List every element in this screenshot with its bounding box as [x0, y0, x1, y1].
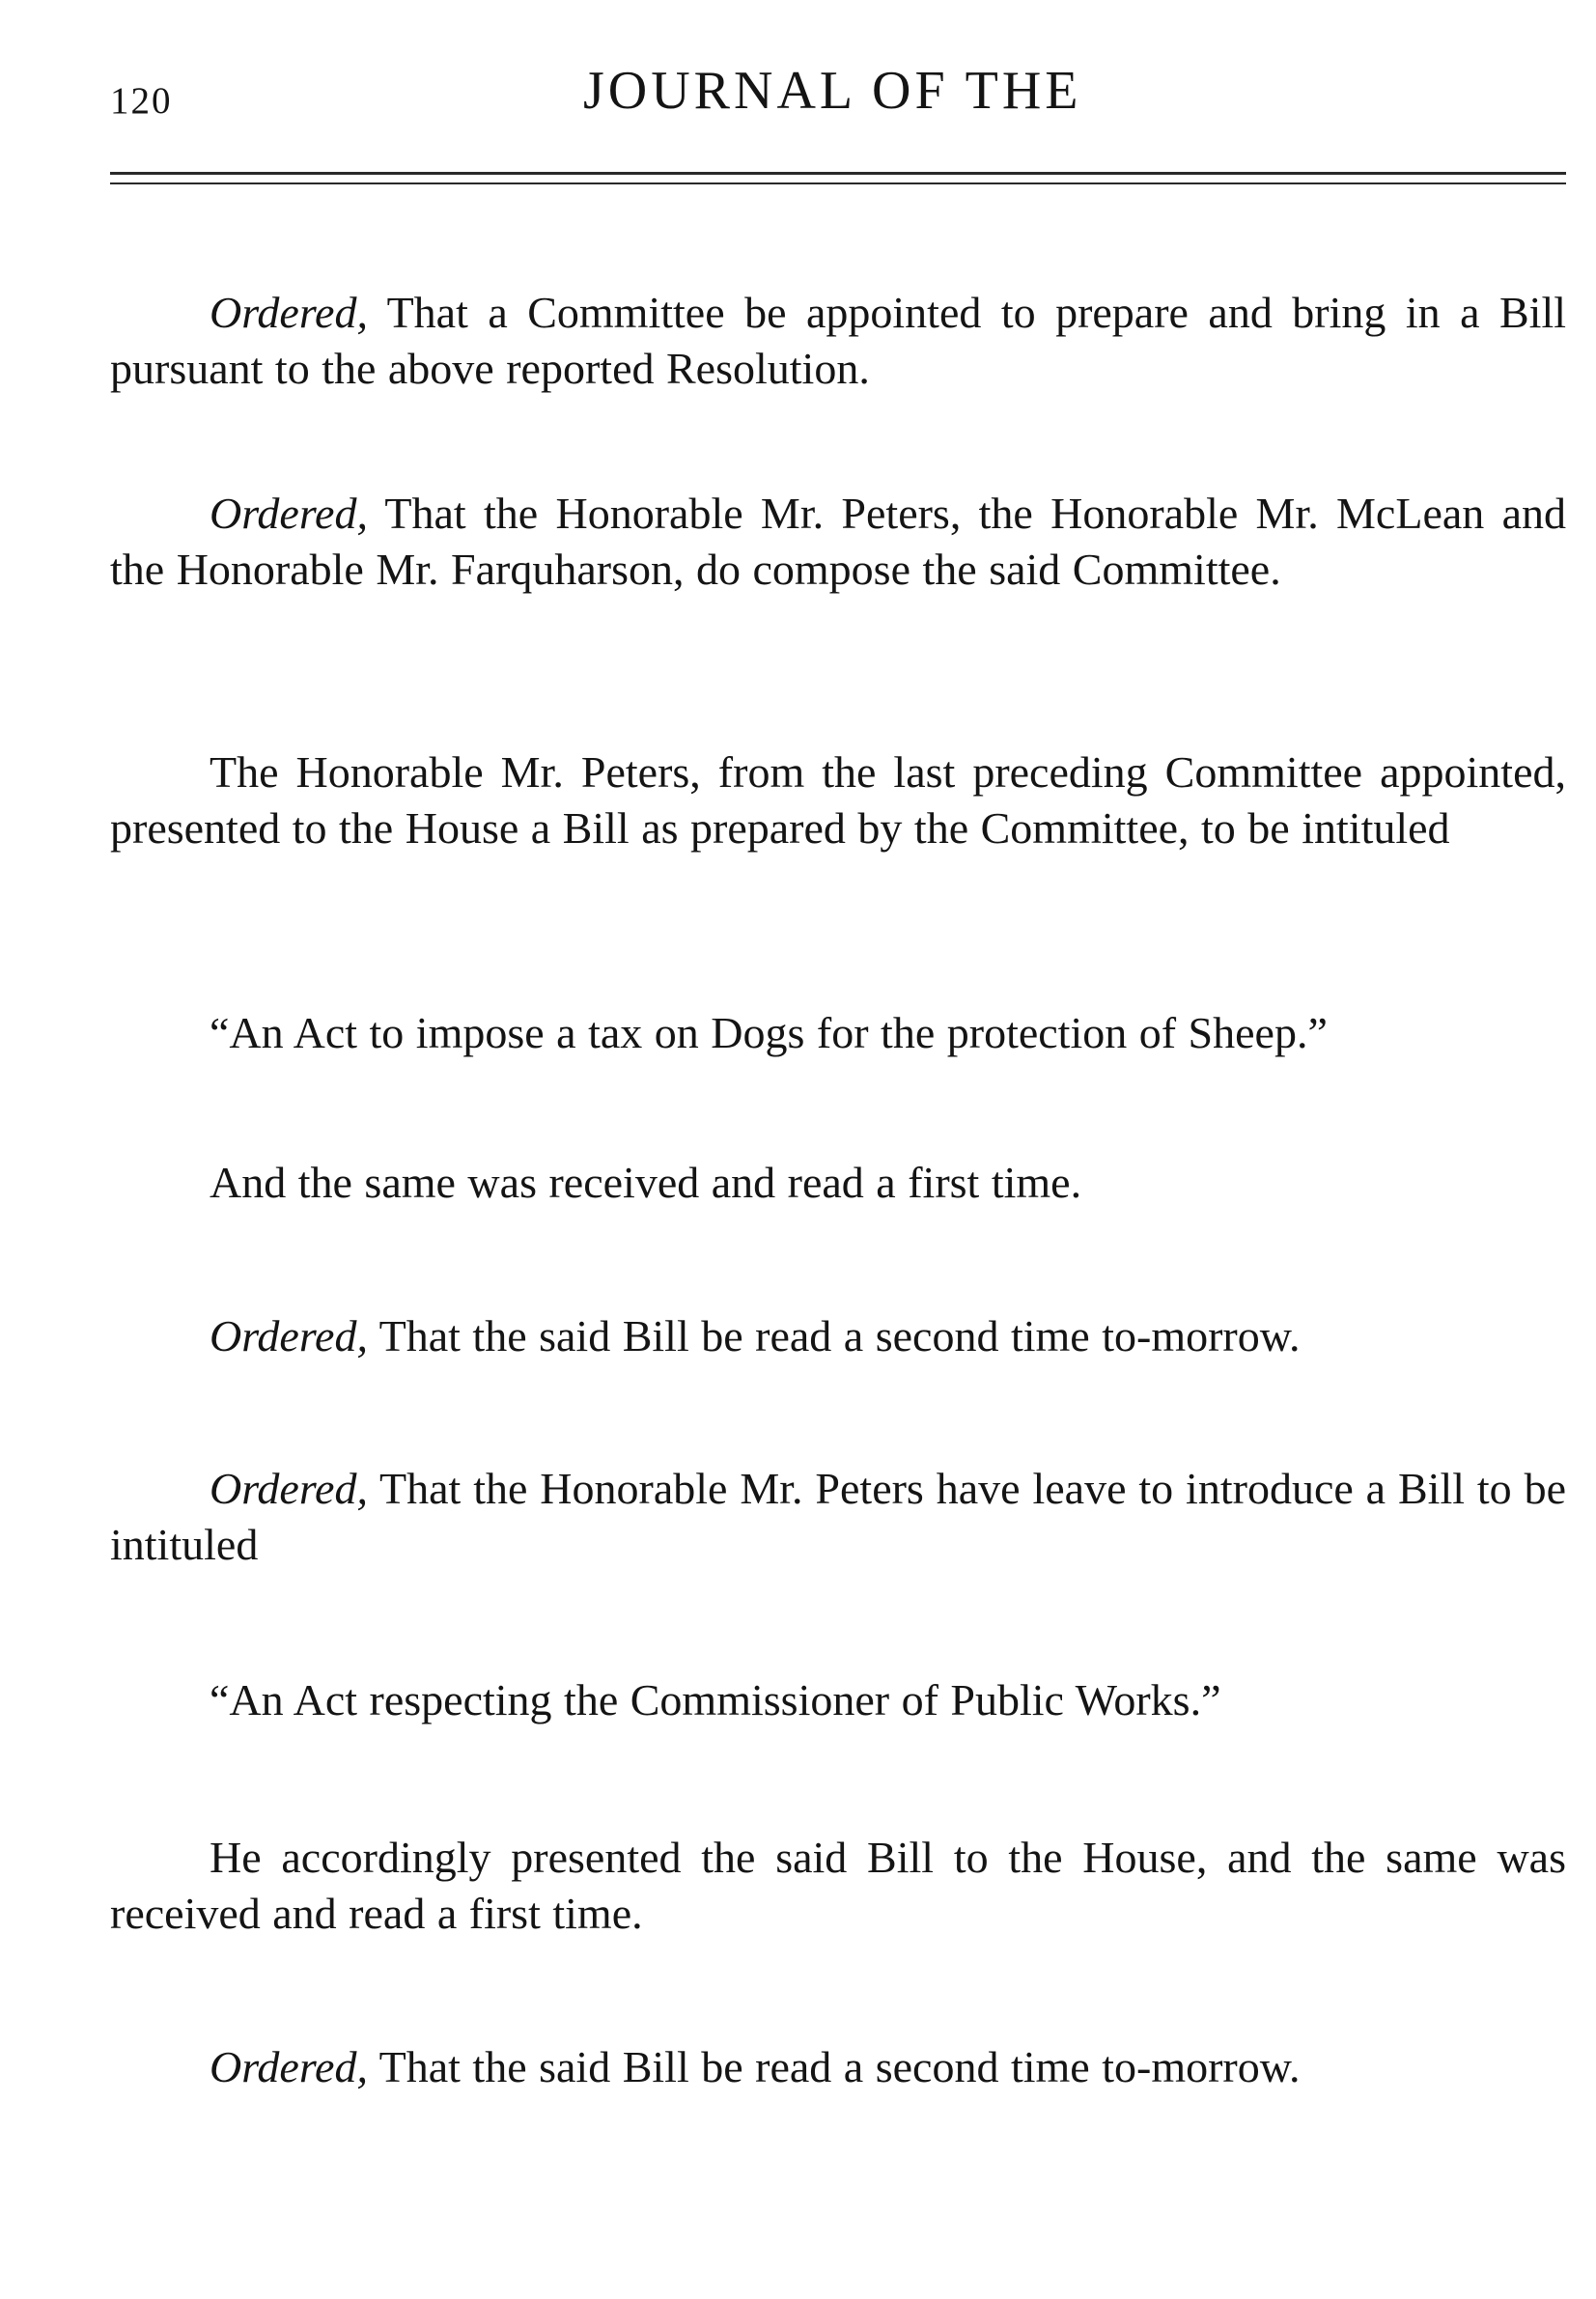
paragraph-text: And the same was received and read a first time. — [210, 1158, 1082, 1207]
act-title-text: “An Act respecting the Commissioner of Public Works.” — [210, 1675, 1221, 1724]
paragraph-first-reading — [110, 1155, 1566, 1211]
paragraph-text: That the said Bill be read a second time to-morrow. — [367, 1311, 1301, 1360]
running-title: JOURNAL OF THE — [583, 61, 1082, 121]
act-title-public-works — [110, 1672, 1566, 1728]
ordered-lead: Ordered, — [210, 1464, 368, 1513]
ordered-lead: Ordered, — [210, 288, 368, 337]
paragraph-text: That the Honorable Mr. Peters, the Honorable Mr. McLean and the Honorable Mr. Farquharson, do compose the said Committee. — [110, 489, 1566, 594]
paragraph-text: The Honorable Mr. Peters, from the last preceding Committee appointed, presented to the House a Bill as prepared by the Committee, to be intituled — [110, 747, 1566, 853]
paragraph-second-reading — [110, 1308, 1566, 1364]
paragraph-text: That the said Bill be read a second time to-morrow. — [367, 2042, 1301, 2091]
paragraph-final-order — [110, 2039, 1566, 2095]
ordered-lead: Ordered, — [210, 489, 368, 538]
header-rule-bottom — [110, 182, 1566, 184]
paragraph-order-members — [110, 486, 1566, 598]
ordered-lead: Ordered, — [210, 2042, 368, 2091]
paragraph-leave-introduce — [110, 1461, 1566, 1573]
page-header — [110, 60, 1566, 127]
act-title-text: “An Act to impose a tax on Dogs for the protection of Sheep.” — [210, 1008, 1328, 1057]
paragraph-order-committee — [110, 285, 1566, 397]
paragraph-text: He accordingly presented the said Bill to the House, and the same was received and read a first time. — [110, 1833, 1566, 1938]
header-rule-top — [110, 172, 1566, 175]
paragraph-text: That a Committee be appointed to prepare and bring in a Bill pursuant to the above reported Resolution. — [110, 288, 1566, 393]
paragraph-bill-presented — [110, 744, 1566, 856]
page-number: 120 — [110, 80, 173, 122]
paragraph-accordingly-presented — [110, 1830, 1566, 1942]
act-title-dogs — [110, 1005, 1566, 1061]
paragraph-text: That the Honorable Mr. Peters have leave to introduce a Bill to be intituled — [110, 1464, 1566, 1569]
ordered-lead: Ordered, — [210, 1311, 368, 1360]
